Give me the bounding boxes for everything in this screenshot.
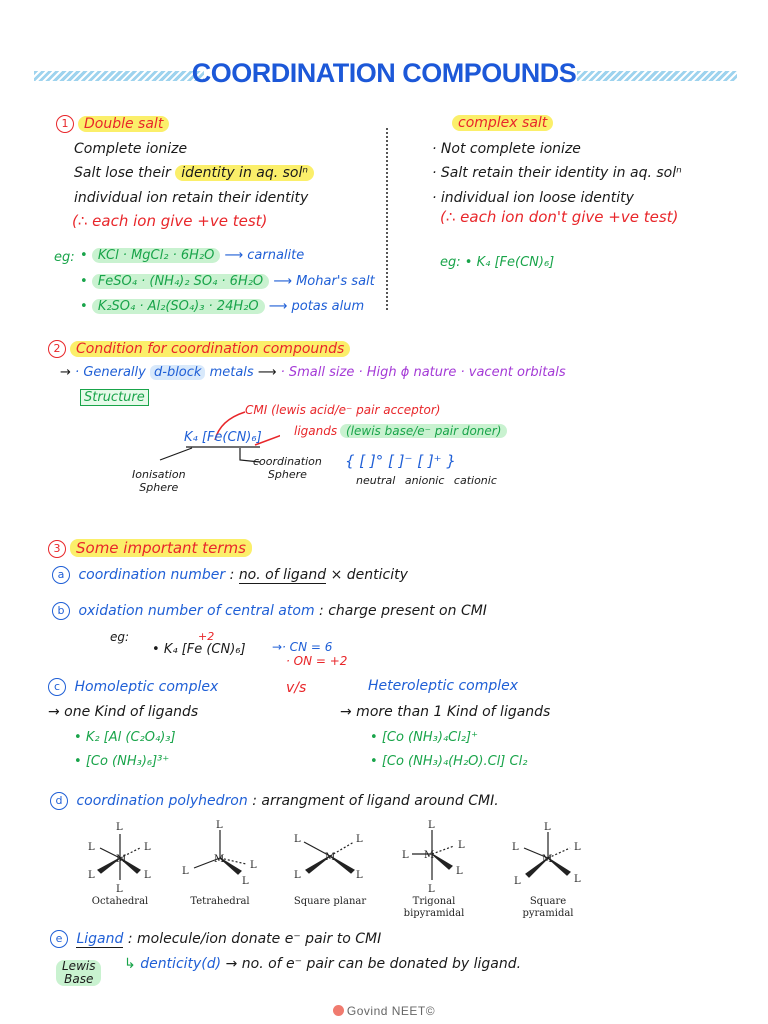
s1-left-note: (∴ each ion give +ve test) <box>72 212 268 230</box>
shape-label-line: Tetrahedral <box>190 896 250 907</box>
s2-dblock: d-block <box>150 365 205 380</box>
s3-c-hetero-def: → more than 1 Kind of ligands <box>340 704 551 720</box>
svg-text:L: L <box>574 874 581 885</box>
svg-text:L: L <box>456 866 463 877</box>
shape-label-line: bipyramidal <box>403 908 465 919</box>
s3-e-dent-row: ↳ denticity(d) → no. of e⁻ pair can be donated by ligand. <box>124 956 522 972</box>
svg-text:M: M <box>116 854 127 865</box>
svg-text:L: L <box>294 834 301 845</box>
s2-num: 2 <box>48 340 66 358</box>
s3-b-colon: : <box>319 603 324 619</box>
s3-a-label: a <box>52 566 70 584</box>
eg-3-name: potas alum <box>291 299 365 314</box>
shape-label-1 <box>92 896 148 907</box>
shape-label-line: Trigonal <box>412 896 456 907</box>
s2-arrow: → <box>60 365 71 380</box>
s2-conditions: → · Generally d-block metals ⟶ · Small size · High ϕ nature · vacent orbitals <box>60 365 566 380</box>
s1-left-heading <box>56 115 169 133</box>
s2-ligands: ligands <box>294 424 338 438</box>
s3-a-row <box>52 566 408 584</box>
s3-c-homo: Homoleptic complex <box>74 679 219 695</box>
octahedral-shape <box>88 822 151 895</box>
s3-c-hetero: Heteroleptic complex <box>368 678 519 694</box>
s3-e-label: e <box>50 930 68 948</box>
s3-e-colon: : <box>127 931 133 947</box>
s2-coordination <box>253 455 322 481</box>
s2-ionisation-2: Sphere <box>139 481 179 494</box>
s3-b-on: · ON = +2 <box>286 654 348 668</box>
eg-2-name: Mohar's salt <box>296 274 375 289</box>
s3-d-row <box>50 792 499 810</box>
svg-text:L: L <box>428 820 435 831</box>
s1-right-line-2-text: Salt retain their identity in aq. solⁿ <box>440 165 682 181</box>
s1-eg-2: • FeSO₄ · (NH₄)₂ SO₄ · 6H₂O ⟶ Mohar's salt <box>80 274 375 289</box>
s3-b-formula: • K₄ [Fe (CN)₆] <box>152 642 246 657</box>
eg-2-formula: FeSO₄ · (NH₄)₂ SO₄ · 6H₂O <box>92 274 269 289</box>
s3-heading: Some important terms <box>70 539 252 557</box>
s1-right-heading <box>452 115 553 131</box>
svg-text:L: L <box>88 842 95 853</box>
s1-right-eg-formula: K₄ [Fe(CN)₆] <box>476 255 555 270</box>
trigonal-bipyramidal-shape <box>402 820 465 895</box>
s2-high: High ϕ nature <box>366 365 457 380</box>
s2-vacant: vacent orbitals <box>468 365 566 380</box>
svg-text:M: M <box>325 852 336 863</box>
s2-lewis-base: (lewis base/e⁻ pair doner) <box>340 424 507 438</box>
s1-right-eg: eg: • K₄ [Fe(CN)₆] <box>440 255 555 270</box>
s2-brackets: { [ ]° [ ]⁻ [ ]⁺ } <box>345 452 456 470</box>
complex-salt-heading: complex salt <box>452 115 553 131</box>
s1-left-line-3: individual ion retain their identity <box>74 190 309 206</box>
s2-heading-row <box>48 340 350 358</box>
polyhedra-figure <box>70 818 630 928</box>
s3-b-cn-text: →· CN = 6 <box>272 640 333 654</box>
s3-c-label: c <box>48 678 66 696</box>
svg-text:L: L <box>544 822 551 833</box>
s1-right-eg-label: eg: <box>440 255 461 270</box>
s1-eg-1: • KCl · MgCl₂ · 6H₂O ⟶ carnalite <box>80 248 305 263</box>
s2-cmi: CMI (lewis acid/e⁻ pair acceptor) <box>245 403 441 417</box>
s3-c-vs: v/s <box>286 680 307 696</box>
s3-c-homo-eg-2: • [Co (NH₃)₆]³⁺ <box>74 754 170 769</box>
s1-left-line-2b: identity in aq. solⁿ <box>175 165 314 181</box>
footer <box>0 1004 768 1018</box>
svg-text:M: M <box>424 850 435 861</box>
svg-text:L: L <box>88 870 95 881</box>
shape-label-line: Square planar <box>293 896 367 907</box>
s3-c-homo-eg-1: • K₂ [Al (C₂O₄)₃] <box>74 730 176 745</box>
svg-text:L: L <box>574 842 581 853</box>
s3-b-def: charge present on CMI <box>328 603 487 619</box>
svg-text:L: L <box>242 876 249 887</box>
s3-b-cn <box>272 640 332 654</box>
s2-types: neutral anionic cationic <box>356 474 497 487</box>
svg-text:L: L <box>144 870 151 881</box>
s2-ionisation-1: Ionisation <box>132 468 186 481</box>
s2-coordination-1: coordination <box>253 455 322 468</box>
s3-b-formula-text: K₄ [Fe (CN)₆] <box>163 642 246 657</box>
svg-text:L: L <box>356 870 363 881</box>
eg-1-name: carnalite <box>247 248 305 263</box>
shape-label-2 <box>190 896 249 907</box>
s3-d-label: d <box>50 792 68 810</box>
s1-right-line-2: · Salt retain their identity in aq. solⁿ <box>432 165 682 181</box>
s3-num: 3 <box>48 540 66 558</box>
s2-generally: Generally <box>83 365 146 380</box>
s1-left-line-2a: Salt lose their <box>74 165 171 181</box>
footer-dot-icon <box>333 1005 344 1016</box>
svg-text:L: L <box>428 884 435 895</box>
s3-c-hetero-eg-2-text: [Co (NH₃)₄(H₂O).Cl] Cl₂ <box>381 754 528 769</box>
svg-text:L: L <box>402 850 409 861</box>
s3-a-term: coordination number <box>78 567 226 583</box>
tetrahedral-shape <box>182 820 257 887</box>
eg-3-formula: K₂SO₄ · Al₂(SO₄)₃ · 24H₂O <box>92 299 265 314</box>
svg-text:M: M <box>542 854 553 865</box>
s2-heading: Condition for coordination compounds <box>70 341 350 357</box>
s2-small: Small size <box>288 365 355 380</box>
s1-right-note: (∴ each ion don't give +ve test) <box>440 208 679 226</box>
s1-right-line-3: · individual ion loose identity <box>432 190 634 206</box>
s3-e-def: molecule/ion donate e⁻ pair to CMI <box>137 931 382 947</box>
svg-text:L: L <box>458 840 465 851</box>
svg-text:L: L <box>294 870 301 881</box>
s3-e-term: Ligand <box>76 931 124 947</box>
s3-c-hetero-eg-2: • [Co (NH₃)₄(H₂O).Cl] Cl₂ <box>370 754 528 769</box>
s1-eg-3: • K₂SO₄ · Al₂(SO₄)₃ · 24H₂O ⟶ potas alum <box>80 299 365 314</box>
shape-label-3 <box>294 896 366 907</box>
square-planar-shape <box>294 834 363 881</box>
s1-right-line-3-text: individual ion loose identity <box>440 190 634 206</box>
svg-text:L: L <box>182 866 189 877</box>
s3-e-lewis-1: Lewis <box>62 959 96 973</box>
s3-b-label: b <box>52 602 70 620</box>
svg-text:L: L <box>512 842 519 853</box>
s3-heading-row <box>48 539 252 558</box>
page-title: COORDINATION COMPOUNDS <box>191 58 577 88</box>
footer-text: Govind NEET© <box>346 1004 436 1018</box>
s3-a-colon: : <box>229 567 235 583</box>
double-salt-heading: Double salt <box>78 116 169 132</box>
s2-ionisation <box>132 468 186 494</box>
s1-right-line-1-text: Not complete ionize <box>440 141 581 157</box>
s2-structure-box: Structure <box>80 389 149 406</box>
s1-divider <box>386 128 388 310</box>
svg-text:L: L <box>250 860 257 871</box>
svg-text:L: L <box>216 820 223 831</box>
s3-b-term: oxidation number of central atom <box>78 603 315 619</box>
svg-text:L: L <box>356 834 363 845</box>
s3-a-def: no. of ligand <box>238 567 327 583</box>
s2-formula: K₄ [Fe(CN)₆] <box>184 430 262 445</box>
s3-d-def: arrangment of ligand around CMI. <box>261 793 499 809</box>
s3-b-row <box>52 602 487 620</box>
s3-e-dent: denticity(d) <box>140 956 222 972</box>
s3-e-dent-def: → no. of e⁻ pair can be donated by ligand. <box>225 956 522 972</box>
s3-c-row <box>48 678 218 696</box>
s1-left-line-2 <box>74 165 314 181</box>
s3-c-hetero-eg-1: • [Co (NH₃)₄Cl₂]⁺ <box>370 730 478 745</box>
s3-b-sup: +2 <box>198 630 215 643</box>
s3-e-lewis-2: Base <box>64 972 94 986</box>
s1-right-line-1: · Not complete ionize <box>432 141 581 157</box>
shape-label-4 <box>404 896 465 919</box>
s3-e-row <box>50 930 381 948</box>
s2-coordination-2: Sphere <box>267 468 307 481</box>
s3-b-eg: eg: <box>110 630 130 644</box>
s3-a-def2: × denticity <box>330 567 408 583</box>
s1-left-line-1: Complete ionize <box>74 141 188 157</box>
s1-eg-label: eg: <box>54 250 75 265</box>
s3-c-homo-def: → one Kind of ligands <box>48 704 199 720</box>
shape-label-line: Octahedral <box>91 896 149 907</box>
s3-c-homo-eg-2-text: [Co (NH₃)₆]³⁺ <box>85 754 170 769</box>
s1-num: 1 <box>56 115 74 133</box>
s3-d-term: coordination polyhedron <box>76 793 248 809</box>
s3-c-homo-eg-1-text: K₂ [Al (C₂O₄)₃] <box>85 730 176 745</box>
svg-text:L: L <box>116 884 123 895</box>
s3-e-lewis <box>56 960 101 986</box>
svg-text:L: L <box>514 876 521 887</box>
svg-text:M: M <box>214 854 225 865</box>
svg-text:L: L <box>144 842 151 853</box>
s3-c-hetero-eg-1-text: [Co (NH₃)₄Cl₂]⁺ <box>381 730 478 745</box>
shape-label-5 <box>522 896 573 919</box>
shape-label-line: Square <box>529 896 567 907</box>
square-pyramidal-shape <box>512 822 581 887</box>
s3-d-colon: : <box>252 793 257 809</box>
s2-metals: metals <box>209 365 254 380</box>
eg-1-formula: KCl · MgCl₂ · 6H₂O <box>92 248 221 263</box>
shape-label-line: pyramidal <box>522 908 574 919</box>
svg-text:L: L <box>116 822 123 833</box>
